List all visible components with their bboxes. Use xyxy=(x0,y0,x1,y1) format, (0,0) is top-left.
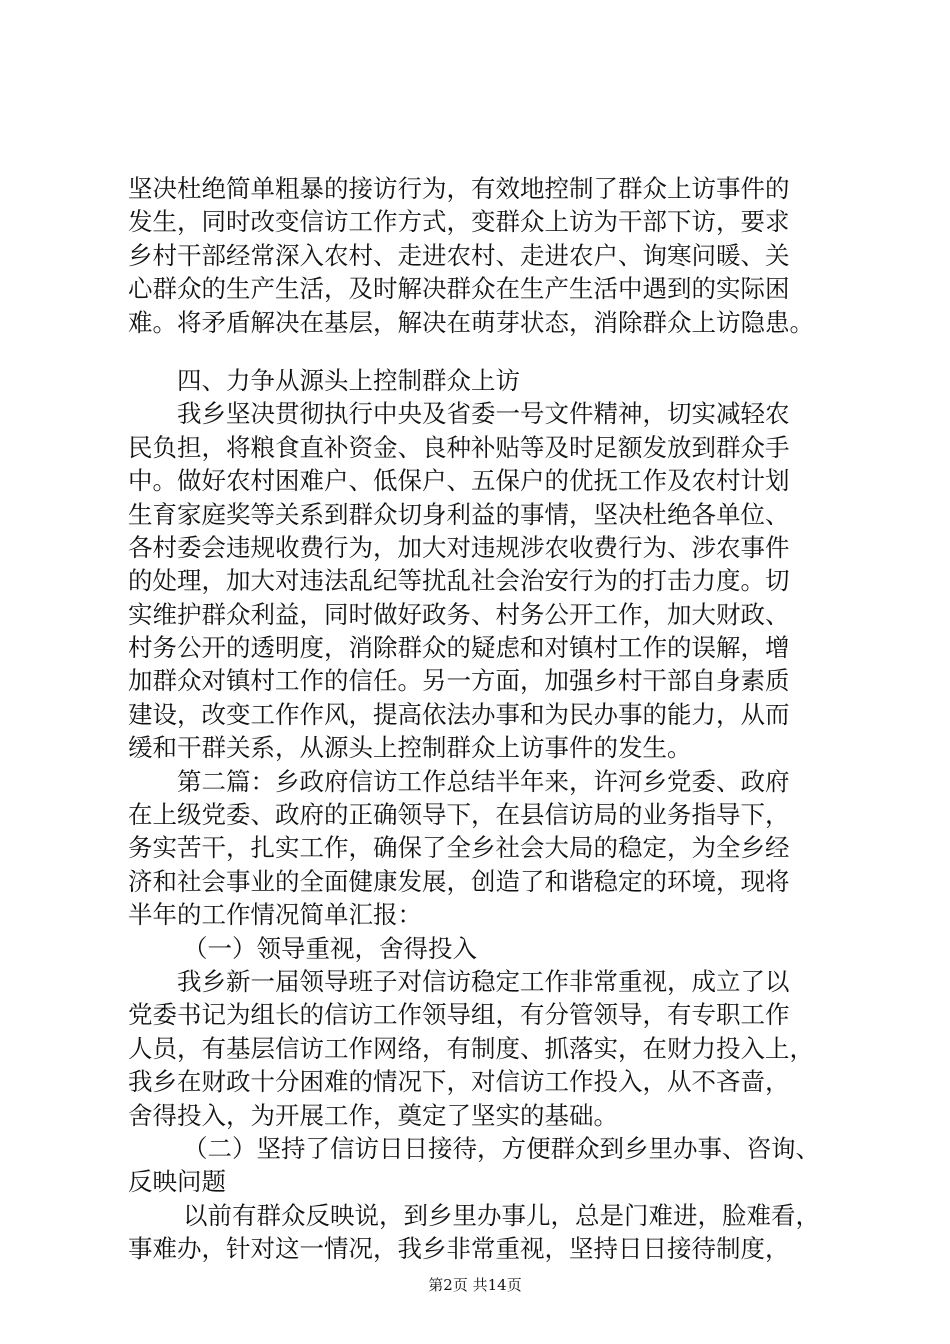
text-line: 各村委会违规收费行为，加大对违规涉农收费行为、涉农事件 xyxy=(128,532,790,562)
text-line: 务实苦干，扎实工作，确保了全乡社会大局的稳定，为全乡经 xyxy=(128,833,790,863)
text-line: 难。将矛盾解决在基层，解决在萌芽状态，消除群众上访隐患。 xyxy=(128,307,814,337)
text-line: 坚决杜绝简单粗暴的接访行为，有效地控制了群众上访事件的 xyxy=(128,174,790,203)
text-line: 建设，改变工作作风，提高依法办事和为民办事的能力，从而 xyxy=(128,699,790,729)
paragraph-gap xyxy=(128,339,848,364)
page-footer: 第2页 共14页 xyxy=(428,1276,522,1294)
text-line: 我乡在财政十分困难的情况下，对信访工作投入，从不吝啬， xyxy=(128,1067,790,1097)
text-line: 乡村干部经常深入农村、走进农村、走进农户、询寒问暖、关 xyxy=(128,240,790,270)
section-heading: （一）领导重视，舍得投入 xyxy=(183,933,477,963)
section-heading: （二）坚持了信访日日接待，方便群众到乡里办事、咨询、 xyxy=(183,1133,820,1163)
section-heading: 四、力争从源头上控制群众上访 xyxy=(177,365,520,395)
body-text xyxy=(128,172,848,1266)
text-line: 村务公开的透明度，消除群众的疑虑和对镇村工作的误解，增 xyxy=(128,633,790,663)
text-line: 实维护群众利益，同时做好政务、村务公开工作，加大财政、 xyxy=(128,599,790,629)
text-line: 缓和干群关系，从源头上控制群众上访事件的发生。 xyxy=(128,733,692,763)
text-line: 我乡坚决贯彻执行中央及省委一号文件精神，切实减轻农 xyxy=(177,399,790,429)
text-line: 党委书记为组长的信访工作领导组，有分管领导，有专职工作 xyxy=(128,1000,790,1030)
text-line: 民负担，将粮食直补资金、良种补贴等及时足额发放到群众手 xyxy=(128,432,790,462)
text-line: 我乡新一届领导班子对信访稳定工作非常重视，成立了以 xyxy=(177,966,790,996)
section-heading: 反映问题 xyxy=(128,1167,226,1197)
text-line: 心群众的生产生活，及时解决群众在生产生活中遇到的实际困 xyxy=(128,274,790,304)
text-line: 半年的工作情况简单汇报： xyxy=(128,900,422,930)
text-line: 第二篇：乡政府信访工作总结半年来，许河乡党委、政府 xyxy=(177,766,790,796)
text-line: 舍得投入，为开展工作，奠定了坚实的基础。 xyxy=(128,1100,618,1130)
text-line: 发生，同时改变信访工作方式，变群众上访为干部下访，要求 xyxy=(128,207,790,237)
text-line: 中。做好农村困难户、低保户、五保户的优抚工作及农村计划 xyxy=(128,466,790,496)
text-line: 人员，有基层信访工作网络，有制度、抓落实，在财力投入上， xyxy=(128,1033,814,1063)
text-line: 济和社会事业的全面健康发展，创造了和谐稳定的环境，现将 xyxy=(128,866,790,896)
text-line: 事难办，针对这一情况，我乡非常重视，坚持日日接待制度， xyxy=(128,1234,790,1264)
text-line: 的处理，加大对违法乱纪等扰乱社会治安行为的打击力度。切 xyxy=(128,566,790,596)
text-line: 在上级党委、政府的正确领导下，在县信访局的业务指导下， xyxy=(128,800,790,830)
text-line: 加群众对镇村工作的信任。另一方面，加强乡村干部自身素质 xyxy=(128,666,790,696)
text-line: 生育家庭奖等关系到群众切身利益的事情，坚决杜绝各单位、 xyxy=(128,499,790,529)
text-line: 以前有群众反映说，到乡里办事儿，总是门难进，脸难看， xyxy=(183,1200,820,1230)
